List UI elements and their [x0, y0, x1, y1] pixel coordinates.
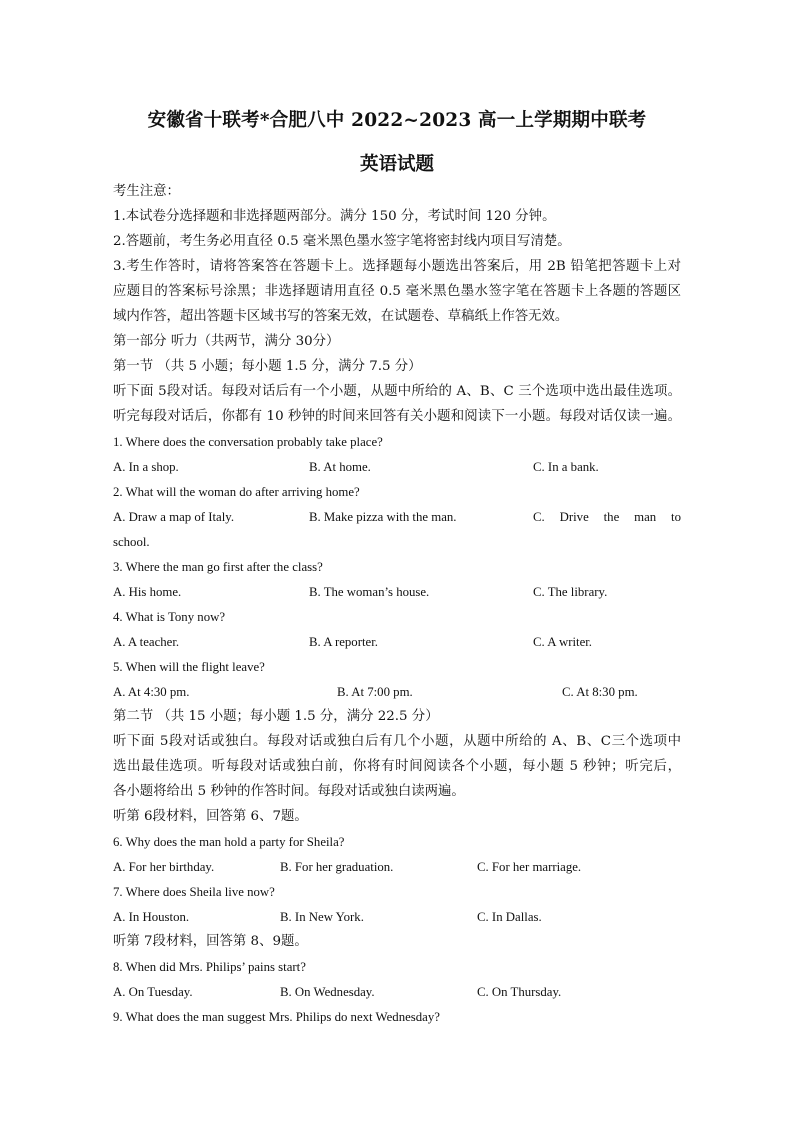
question-3-option-b: B. The woman’s house. — [309, 585, 430, 599]
question-4-option-a: A. A teacher. — [113, 635, 180, 649]
question-2-option-b: B. Make pizza with the man. — [309, 510, 457, 524]
question-6-option-b: B. For her graduation. — [280, 860, 394, 874]
question-5-option-a: A. At 4:30 pm. — [113, 685, 190, 699]
question-6-option-a: A. For her birthday. — [113, 860, 215, 874]
material-7-heading: 听第 7段材料，回答第 8、9题。 — [113, 934, 308, 949]
notice-item-2: 2.答题前，考生务必用直径 0.5 毫米黑色墨水签字笔将密封线内项目写清楚。 — [113, 234, 571, 249]
question-3-stem: 3. Where the man go first after the class? — [113, 560, 323, 574]
question-8-option-c: C. On Thursday. — [477, 985, 562, 999]
question-2-option-a: A. Draw a map of Italy. — [113, 510, 235, 524]
question-3-option-c: C. The library. — [533, 585, 608, 599]
question-8-stem: 8. When did Mrs. Philips’ pains start? — [113, 960, 306, 974]
question-4-option-b: B. A reporter. — [309, 635, 378, 649]
question-2-option-c-continued: school. — [113, 535, 150, 549]
question-2-option-c: C. Drive the man to — [533, 510, 681, 524]
question-7-option-a: A. In Houston. — [113, 910, 190, 924]
part1-heading: 第一部分 听力（共两节，满分 30分） — [113, 334, 340, 349]
question-4-stem: 4. What is Tony now? — [113, 610, 226, 624]
notice-item-1: 1.本试卷分选择题和非选择题两部分。满分 150 分，考试时间 120 分钟。 — [113, 209, 556, 224]
question-6-option-c: C. For her marriage. — [477, 860, 582, 874]
section1-instructions-line-1: 听下面 5段对话。每段对话后有一个小题，从题中所给的 A、B、C 三个选项中选出最佳选项。 — [113, 384, 681, 399]
exam-subject: 英语试题 — [359, 154, 434, 175]
section1-instructions-line-2: 听完每段对话后，你都有 10 秒钟的时间来回答有关小题和阅读下一小题。每段对话仅读一遍。 — [113, 409, 681, 424]
section2-instructions-line-1: 听下面 5段对话或独白。每段对话或独白后有几个小题，从题中所给的 A、B、C三个选项中 — [113, 734, 681, 749]
question-1-option-c: C. In a bank. — [533, 460, 599, 474]
question-5-option-b: B. At 7:00 pm. — [337, 685, 413, 699]
material-6-heading: 听第 6段材料，回答第 6、7题。 — [113, 809, 308, 824]
section2-heading: 第二节 （共 15 小题；每小题 1.5 分，满分 22.5 分） — [113, 709, 439, 724]
notice-item-3-line-2: 应题目的答案标号涂黑；非选择题请用直径 0.5 毫米黑色墨水签字笔在答题卡上各题的答题区 — [113, 284, 681, 299]
question-7-option-b: B. In New York. — [280, 910, 364, 924]
question-7-option-c: C. In Dallas. — [477, 910, 542, 924]
question-5-option-c: C. At 8:30 pm. — [562, 685, 638, 699]
question-3-option-a: A. His home. — [113, 585, 182, 599]
notice-item-3-line-1: 3.考生作答时，请将答案答在答题卡上。选择题每小题选出答案后，用 2B 铅笔把答题卡上对 — [113, 259, 681, 274]
notice-item-3-line-3: 域内作答，超出答题卡区域书写的答案无效，在试题卷、草稿纸上作答无效。 — [113, 309, 569, 324]
exam-title: 安徽省十联考*合肥八中 2022~2023 高一上学期期中联考 — [147, 110, 647, 131]
question-9-stem: 9. What does the man suggest Mrs. Philips do next Wednesday? — [113, 1010, 440, 1024]
question-8-option-b: B. On Wednesday. — [280, 985, 375, 999]
question-5-stem: 5. When will the flight leave? — [113, 660, 265, 674]
section1-heading: 第一节 （共 5 小题；每小题 1.5 分，满分 7.5 分） — [113, 359, 422, 374]
question-6-stem: 6. Why does the man hold a party for Sheila? — [113, 835, 345, 849]
question-1-option-b: B. At home. — [309, 460, 371, 474]
section2-instructions-line-3: 各小题将给出 5 秒钟的作答时间。每段对话或独白读两遍。 — [113, 784, 465, 799]
notice-heading: 考生注意： — [113, 184, 180, 199]
question-2-stem: 2. What will the woman do after arriving home? — [113, 485, 360, 499]
section2-instructions-line-2: 选出最佳选项。听每段对话或独白前，你将有时间阅读各个小题，每小题 5 秒钟；听完后， — [113, 759, 681, 774]
question-7-stem: 7. Where does Sheila live now? — [113, 885, 275, 899]
question-1-option-a: A. In a shop. — [113, 460, 179, 474]
question-4-option-c: C. A writer. — [533, 635, 593, 649]
question-1-stem: 1. Where does the conversation probably take place? — [113, 435, 383, 449]
question-8-option-a: A. On Tuesday. — [113, 985, 193, 999]
